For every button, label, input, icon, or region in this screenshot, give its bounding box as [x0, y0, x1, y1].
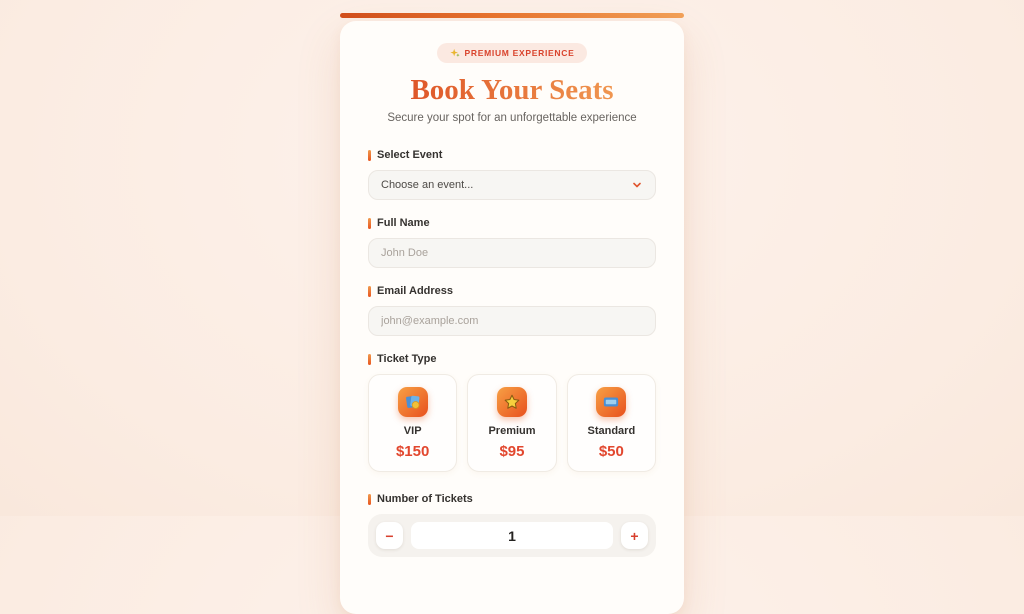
name-label: Full Name [377, 217, 430, 230]
event-group [368, 149, 656, 200]
page-title: Book Your Seats [368, 75, 656, 105]
ticket-option-premium[interactable] [467, 374, 556, 472]
page-subtitle: Secure your spot for an unforgettable experience [387, 112, 637, 125]
label-accent-bar [368, 286, 371, 297]
badge-label: PREMIUM EXPERIENCE [464, 48, 575, 58]
star-icon [497, 387, 527, 417]
label-accent-bar [368, 218, 371, 229]
ticket-price: $95 [499, 443, 525, 461]
quantity-label: Number of Tickets [377, 493, 473, 506]
ticket-option-standard[interactable] [567, 374, 656, 472]
ticket-icon [596, 387, 626, 417]
ticket-name: Standard [587, 425, 636, 438]
name-group [368, 217, 656, 268]
booking-form [368, 149, 656, 557]
email-label: Email Address [377, 285, 454, 298]
accent-top-bar [340, 13, 684, 18]
ticket-price: $150 [395, 443, 430, 461]
booking-card [340, 13, 684, 614]
ticket-options [368, 374, 656, 472]
label-accent-bar [368, 150, 371, 161]
full-name-input[interactable] [368, 238, 656, 268]
booking-form-card [340, 21, 684, 614]
event-select[interactable] [368, 170, 656, 200]
quantity-input[interactable] [411, 522, 613, 549]
quantity-stepper [368, 514, 656, 557]
label-accent-bar [368, 354, 371, 365]
vip-tickets-icon [398, 387, 428, 417]
label-accent-bar [368, 494, 371, 505]
email-group [368, 285, 656, 336]
quantity-label-row [368, 493, 656, 505]
name-label-row [368, 217, 656, 229]
ticket-type-label: Ticket Type [377, 353, 437, 366]
ticket-option-vip[interactable] [368, 374, 457, 472]
ticket-price: $50 [598, 443, 624, 461]
ticket-name: Premium [488, 425, 536, 438]
ticket-name: VIP [403, 425, 422, 438]
chevron-down-icon [631, 179, 643, 191]
event-label: Select Event [377, 149, 443, 162]
email-label-row [368, 285, 656, 297]
badge-row [368, 43, 656, 63]
sparkles-icon [450, 48, 460, 58]
quantity-group [368, 493, 656, 557]
event-select-value: Choose an event... [381, 179, 474, 192]
ticket-type-group [368, 353, 656, 472]
decrease-quantity-button[interactable]: − [376, 522, 403, 549]
premium-experience-badge [437, 43, 588, 63]
ticket-type-label-row [368, 353, 656, 365]
event-label-row [368, 149, 656, 161]
increase-quantity-button[interactable]: + [621, 522, 648, 549]
email-input[interactable] [368, 306, 656, 336]
